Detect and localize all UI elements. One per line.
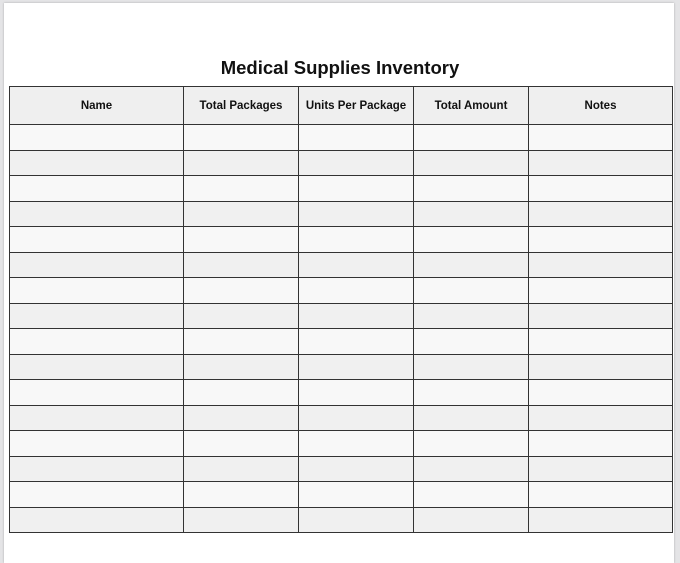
cell-units-per-package[interactable]	[299, 278, 414, 304]
cell-notes[interactable]	[529, 201, 673, 227]
cell-total-amount[interactable]	[414, 303, 529, 329]
cell-units-per-package[interactable]	[299, 252, 414, 278]
cell-total-packages[interactable]	[184, 482, 299, 508]
cell-total-packages[interactable]	[184, 125, 299, 151]
cell-notes[interactable]	[529, 303, 673, 329]
cell-units-per-package[interactable]	[299, 201, 414, 227]
column-header-name: Name	[10, 87, 184, 125]
cell-units-per-package[interactable]	[299, 482, 414, 508]
cell-name[interactable]	[10, 201, 184, 227]
cell-total-packages[interactable]	[184, 150, 299, 176]
cell-total-amount[interactable]	[414, 201, 529, 227]
cell-total-packages[interactable]	[184, 303, 299, 329]
table-row	[10, 507, 673, 533]
table-row	[10, 252, 673, 278]
cell-total-packages[interactable]	[184, 278, 299, 304]
cell-units-per-package[interactable]	[299, 303, 414, 329]
cell-name[interactable]	[10, 150, 184, 176]
table-row	[10, 380, 673, 406]
inventory-table	[9, 86, 673, 533]
cell-units-per-package[interactable]	[299, 431, 414, 457]
cell-name[interactable]	[10, 354, 184, 380]
cell-total-packages[interactable]	[184, 329, 299, 355]
page-title: Medical Supplies Inventory	[220, 57, 460, 78]
cell-notes[interactable]	[529, 482, 673, 508]
table-row	[10, 354, 673, 380]
cell-notes[interactable]	[529, 252, 673, 278]
cell-total-packages[interactable]	[184, 405, 299, 431]
cell-notes[interactable]	[529, 176, 673, 202]
table-row	[10, 278, 673, 304]
cell-total-packages[interactable]	[184, 380, 299, 406]
cell-units-per-package[interactable]	[299, 380, 414, 406]
cell-units-per-package[interactable]	[299, 125, 414, 151]
cell-name[interactable]	[10, 176, 184, 202]
cell-name[interactable]	[10, 482, 184, 508]
cell-total-packages[interactable]	[184, 456, 299, 482]
cell-total-packages[interactable]	[184, 252, 299, 278]
cell-notes[interactable]	[529, 227, 673, 253]
cell-notes[interactable]	[529, 507, 673, 533]
cell-notes[interactable]	[529, 405, 673, 431]
table-row	[10, 176, 673, 202]
cell-total-amount[interactable]	[414, 380, 529, 406]
cell-total-packages[interactable]	[184, 507, 299, 533]
cell-name[interactable]	[10, 303, 184, 329]
table-row	[10, 201, 673, 227]
cell-name[interactable]	[10, 227, 184, 253]
cell-notes[interactable]	[529, 329, 673, 355]
cell-total-amount[interactable]	[414, 278, 529, 304]
cell-total-packages[interactable]	[184, 227, 299, 253]
cell-total-amount[interactable]	[414, 431, 529, 457]
table-row	[10, 482, 673, 508]
cell-notes[interactable]	[529, 150, 673, 176]
table-row	[10, 303, 673, 329]
table-row	[10, 405, 673, 431]
cell-total-packages[interactable]	[184, 354, 299, 380]
cell-total-amount[interactable]	[414, 329, 529, 355]
cell-total-amount[interactable]	[414, 252, 529, 278]
cell-total-amount[interactable]	[414, 150, 529, 176]
cell-notes[interactable]	[529, 125, 673, 151]
table-row	[10, 456, 673, 482]
cell-notes[interactable]	[529, 278, 673, 304]
cell-name[interactable]	[10, 278, 184, 304]
column-header-total-amount: Total Amount	[414, 87, 529, 125]
cell-name[interactable]	[10, 329, 184, 355]
cell-units-per-package[interactable]	[299, 405, 414, 431]
table-row	[10, 431, 673, 457]
cell-total-packages[interactable]	[184, 201, 299, 227]
cell-units-per-package[interactable]	[299, 354, 414, 380]
cell-units-per-package[interactable]	[299, 507, 414, 533]
cell-name[interactable]	[10, 405, 184, 431]
cell-notes[interactable]	[529, 456, 673, 482]
table-row	[10, 150, 673, 176]
cell-name[interactable]	[10, 507, 184, 533]
cell-name[interactable]	[10, 380, 184, 406]
cell-total-amount[interactable]	[414, 405, 529, 431]
table-row	[10, 227, 673, 253]
column-header-notes: Notes	[529, 87, 673, 125]
cell-total-amount[interactable]	[414, 507, 529, 533]
cell-name[interactable]	[10, 252, 184, 278]
cell-total-amount[interactable]	[414, 176, 529, 202]
cell-units-per-package[interactable]	[299, 227, 414, 253]
table-row	[10, 125, 673, 151]
cell-name[interactable]	[10, 431, 184, 457]
cell-total-amount[interactable]	[414, 125, 529, 151]
column-header-units-per-package: Units Per Package	[299, 87, 414, 125]
cell-total-amount[interactable]	[414, 354, 529, 380]
cell-name[interactable]	[10, 125, 184, 151]
table-header-row	[10, 87, 673, 125]
cell-units-per-package[interactable]	[299, 176, 414, 202]
table-row	[10, 329, 673, 355]
cell-notes[interactable]	[529, 431, 673, 457]
cell-total-amount[interactable]	[414, 456, 529, 482]
column-header-total-packages: Total Packages	[184, 87, 299, 125]
cell-total-amount[interactable]	[414, 482, 529, 508]
cell-notes[interactable]	[529, 354, 673, 380]
cell-units-per-package[interactable]	[299, 150, 414, 176]
cell-name[interactable]	[10, 456, 184, 482]
cell-units-per-package[interactable]	[299, 329, 414, 355]
cell-total-packages[interactable]	[184, 431, 299, 457]
cell-notes[interactable]	[529, 380, 673, 406]
cell-total-amount[interactable]	[414, 227, 529, 253]
cell-total-packages[interactable]	[184, 176, 299, 202]
cell-units-per-package[interactable]	[299, 456, 414, 482]
